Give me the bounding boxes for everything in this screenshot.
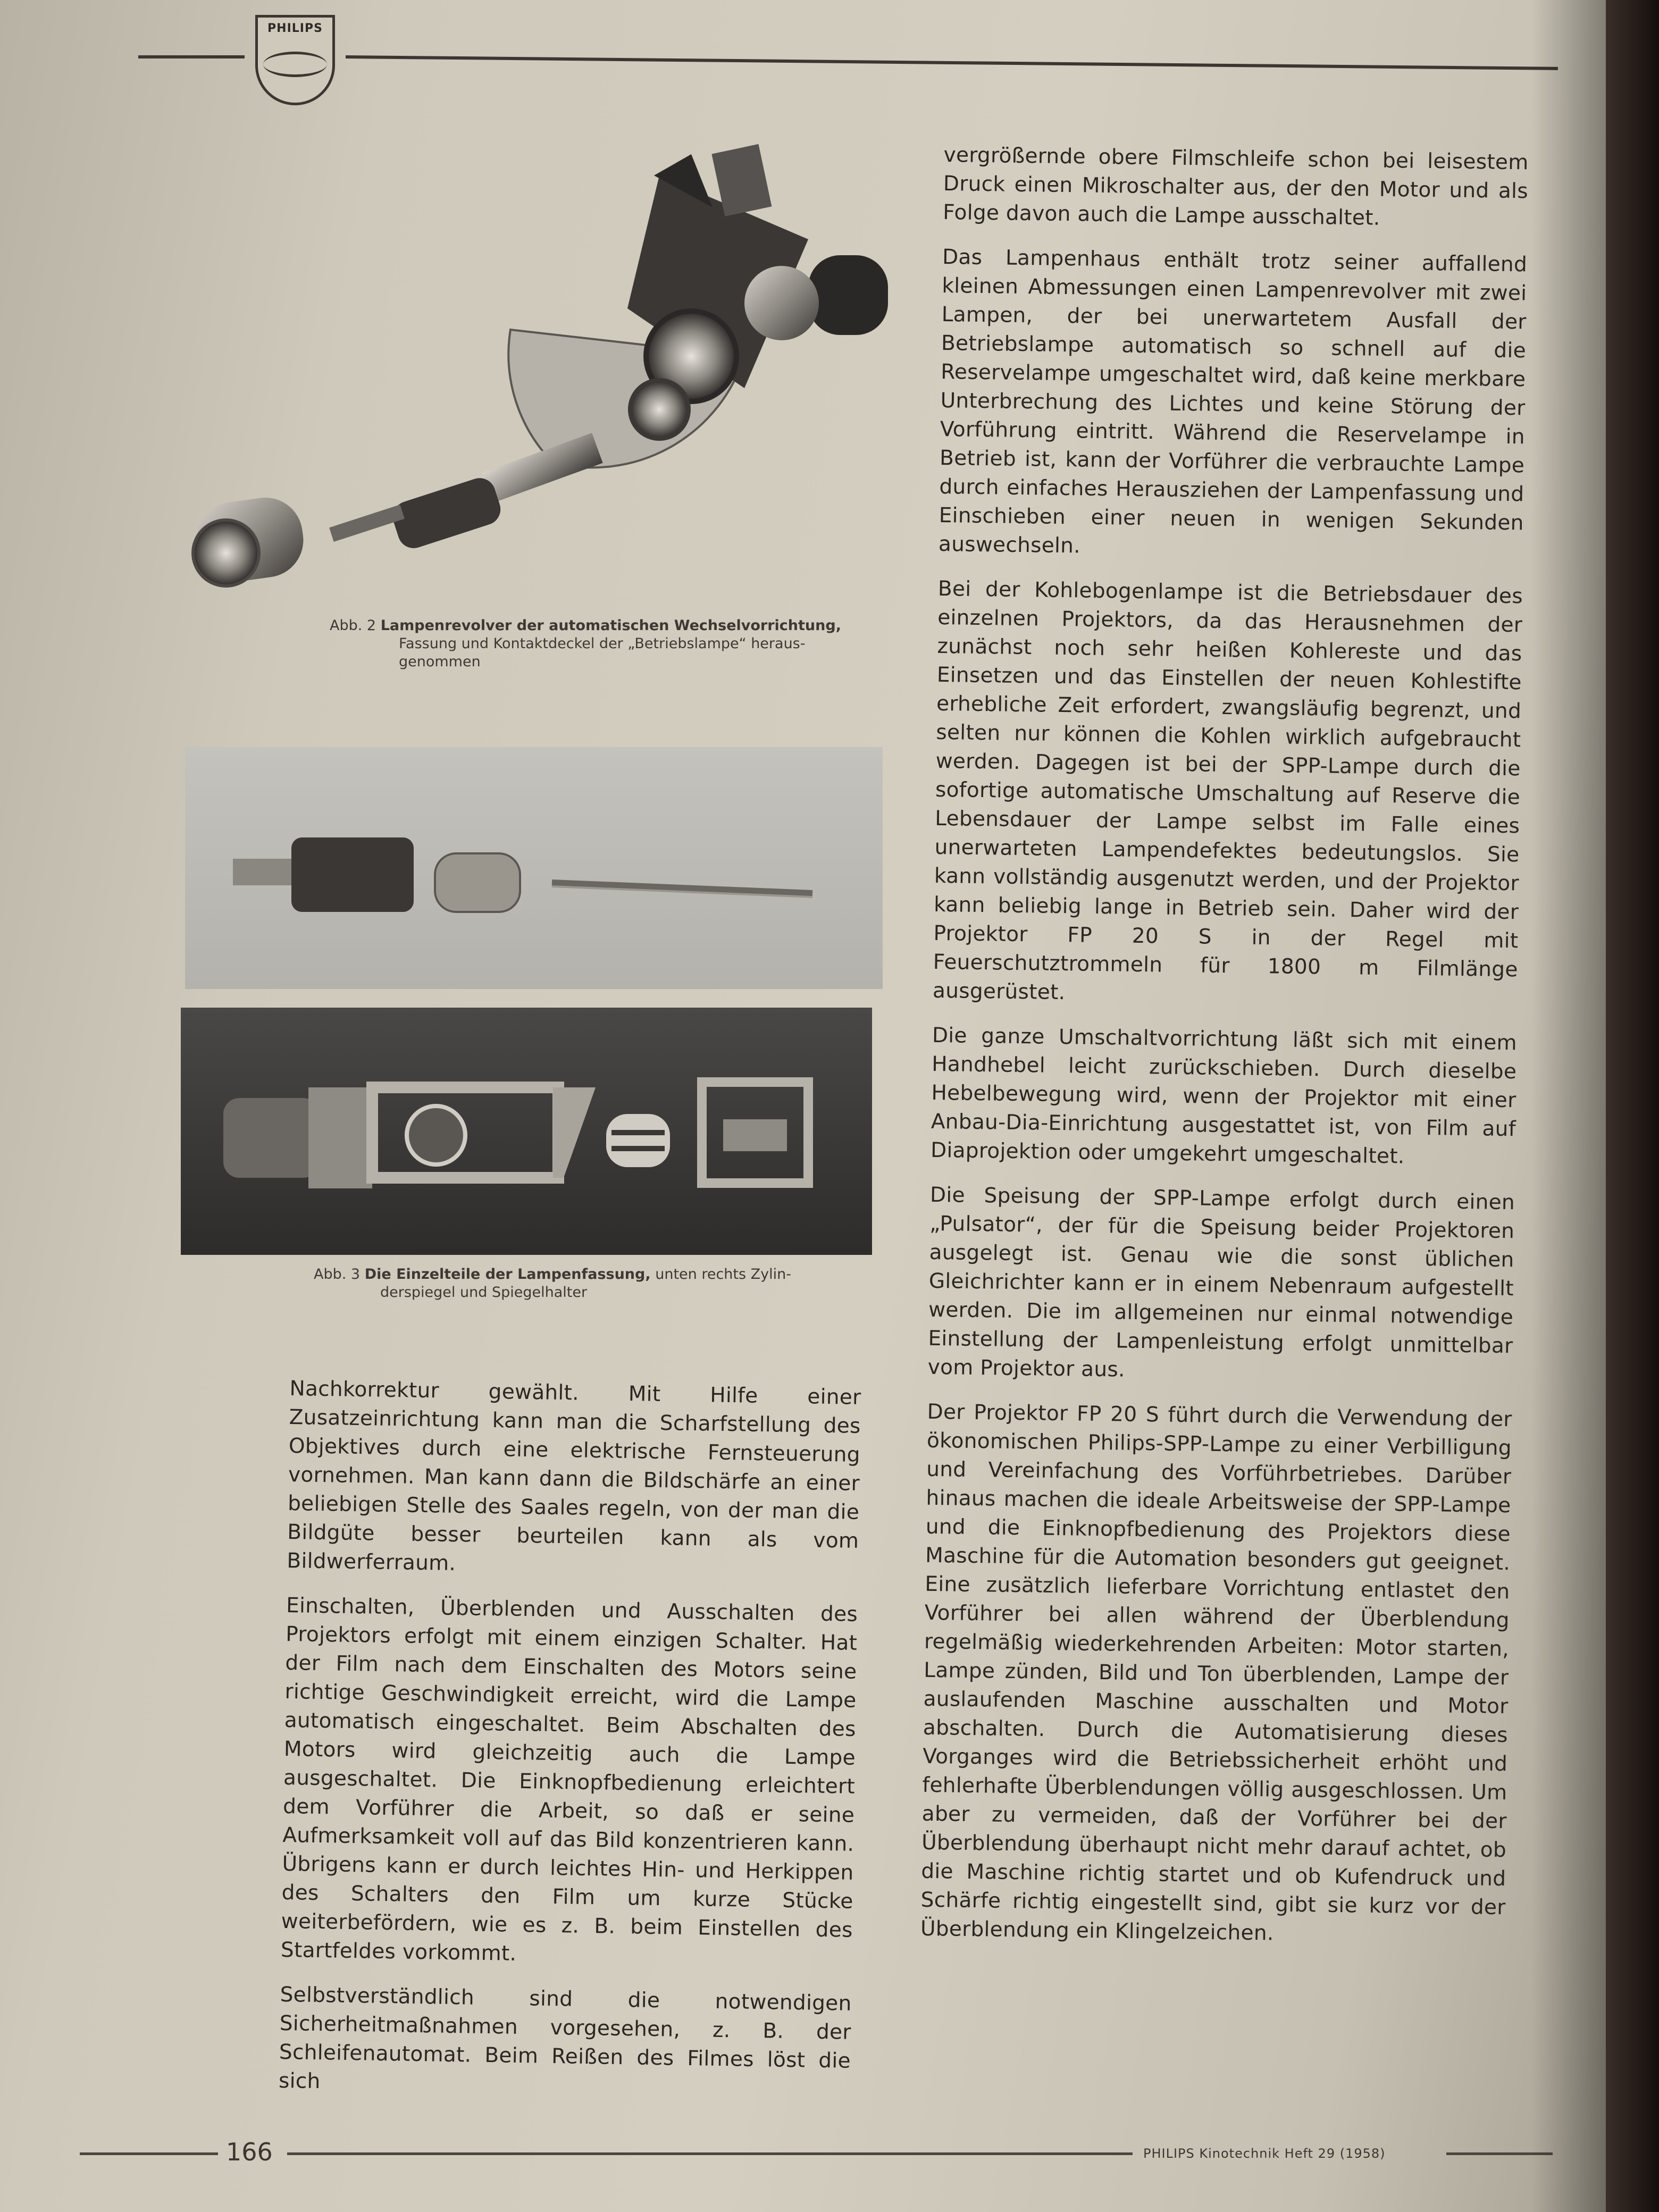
philips-logo (255, 15, 335, 105)
footer-rule-middle (287, 2152, 1133, 2155)
figure-2-text: Fassung und Kontaktdeckel der „Betriebslampe“ heraus- (399, 635, 806, 652)
right-text-column (920, 141, 1529, 1967)
figure-3-caption (314, 1266, 893, 1302)
figure-3-text: unten rechts Zylin- (655, 1266, 791, 1283)
paragraph: Die ganze Umschaltvorrichtung läßt sich mit einem Handhebel leicht zurückschieben. Durch dieselbe Hebelbewegung wird, wenn der Projektor mit einer Anbau-Dia-Einrichtung ausgestattet ist, von Film auf Diaprojektion oder umgekehrt umgeschaltet. (930, 1023, 1518, 1169)
paragraph: Der Projektor FP 20 S führt durch die Verwendung der ökonomischen Philips-SPP-Lampe zu einer Verbilligung und Vereinfachung des Vorführbetriebes. Darüber hinaus machen die ideale Arbeitsweise der SPP-Lampe und die Einknopfbedienung des Projektors diese Maschine für die Automation besonders gut geeignet. Eine zusätzlich lieferbare Vorrichtung entlastet den Vorführer bei allen während der Überblendung regelmäßig wiederkehrenden Arbeiten: Motor starten, Lampe zünden, Bild und Ton überblenden, Lampe der auslaufenden Maschine ausschalten und Motor abschalten. Durch die Automatisierung dieses Vorganges wird die Betriebssicherheit erhöht und fehlerhafte Überblendungen völlig ausgeschlossen. Um aber zu vermeiden, daß der Vorführer bei der Überblendung überhaupt nicht mehr darauf achtet, ob die Maschine richtig startet und ob Kufendruck und Schärfe richtig eingestellt sind, gibt sie kurz vor der Überblendung ein Klingelzeichen. (920, 1400, 1512, 1946)
page-number: 166 (226, 2138, 273, 2166)
figure-2-caption (330, 617, 893, 671)
footer-publication: PHILIPS Kinotechnik Heft 29 (1958) (1143, 2146, 1386, 2161)
paragraph: Einschalten, Überblenden und Ausschalten des Projektors erfolgt mit einem einzigen Schalter. Hat der Film nach dem Einschalten des Motors seine richtige Geschwindigkeit erreicht, wird die Lampe automatisch eingeschaltet. Beim Abschalten des Motors wird gleichzeitig auch die Lampe ausgeschaltet. Die Einknopfbedienung erleichtert dem Vorführer die Arbeit, so daß er seine Aufmerksamkeit voll auf das Bild konzentrieren kann. Übrigens kann er durch leichtes Hin- und Herkippen des Schalters den Film um kurze Stücke weiterbefördern, wie es z. B. beim Einstellen des Startfeldes vorkommt. (280, 1593, 858, 1966)
figure-3-title: Die Einzelteile der Lampenfassung, (364, 1266, 651, 1283)
page-edge-shadow (1531, 0, 1606, 2212)
figure-3-photo-bottom (181, 1008, 872, 1255)
paragraph: Nachkorrektur gewählt. Mit Hilfe einer Zusatzeinrichtung kann man die Scharfstellung des Objektives durch eine elektrische Fernsteuerung vornehmen. Man kann dann die Bildschärfe an einer beliebigen Stelle des Saales regeln, von der man die Bildgüte besser beurteilen kann als vom Bildwerferraum. (287, 1376, 861, 1576)
book-binding (1606, 0, 1659, 2212)
footer-rule-left (80, 2152, 218, 2155)
figure-3-text-cont: derspiegel und Spiegelhalter (380, 1284, 588, 1301)
paragraph: Bei der Kohlebogenlampe ist die Betriebsdauer des einzelnen Projektors, da das Herausnehmen der zunächst noch sehr heißen Kohlereste und das Einsetzen und das Einstellen der neuen Kohlestifte erhebliche Zeit erfordert, zwangsläufig begrenzt, und selten nur können die Kohlen wirklich aufgebraucht werden. Dagegen ist bei der SPP-Lampe durch die sofortige automatische Umschaltung auf Reserve die Lebensdauer der Lampe selbst im Falle eines unerwarteten Lampendefektes bedeutungslos. Sie kann vollständig ausgenutzt werden, und der Projektor kann beliebig lange in Betrieb sein. Daher wird der Projektor FP 20 S in der Regel mit Feuerschutztrommeln für 1800 m Filmlänge ausgerüstet. (932, 576, 1523, 1005)
paragraph: Das Lampenhaus enthält trotz seiner auffallend kleinen Abmessungen einen Lampenrevolver mit zwei Lampen, der bei unerwartetem Ausfall der Betriebslampe automatisch so schnell auf die Reservelampe umgeschaltet wird, daß keine merkbare Unterbrechung des Lichtes und keine Störung der Vorführung eintritt. Während die Reservelampe in Betrieb ist, kann der Vorführer die verbrauchte Lampe durch einfaches Herausziehen der Lampenfassung und Einschieben einer neuen in wenigen Sekunden auswechseln. (938, 245, 1528, 558)
figure-2-title: Lampenrevolver der automatischen Wechselvorrichtung, (380, 617, 841, 634)
logo-wave-icon (263, 52, 327, 77)
paragraph: vergrößernde obere Filmschleife schon bei leisestem Druck einen Mikroschalter aus, der den Motor und als Folge davon auch die Lampe ausschaltet. (942, 143, 1529, 230)
header-rule-right (346, 55, 1558, 70)
paragraph: Selbstverständlich sind die notwendigen Sicherheitmaßnahmen vorgesehen, z. B. der Schleifenautomat. Beim Reißen des Filmes löst die sich (278, 1982, 852, 2094)
figure-2-photo (181, 133, 915, 611)
figure-2-text-cont: genommen (399, 653, 481, 670)
paragraph: Die Speisung der SPP-Lampe erfolgt durch einen „Pulsator“, der für die Speisung beider Projektoren ausgelegt ist. Genau wie die sonst üblichen Gleichrichter kann er in einem Nebenraum aufgestellt werden. Die im allgemeinen nur einmal notwendige Einstellung der Lampenleistung erfolgt unmittelbar vom Projektor aus. (927, 1183, 1515, 1382)
logo-text: PHILIPS (267, 22, 323, 35)
left-text-column (278, 1375, 861, 2121)
figure-3-label: Abb. 3 (314, 1266, 361, 1283)
figure-3-photo-top (185, 747, 883, 989)
figure-2-label: Abb. 2 (330, 617, 376, 634)
header-rule-left (138, 55, 245, 58)
